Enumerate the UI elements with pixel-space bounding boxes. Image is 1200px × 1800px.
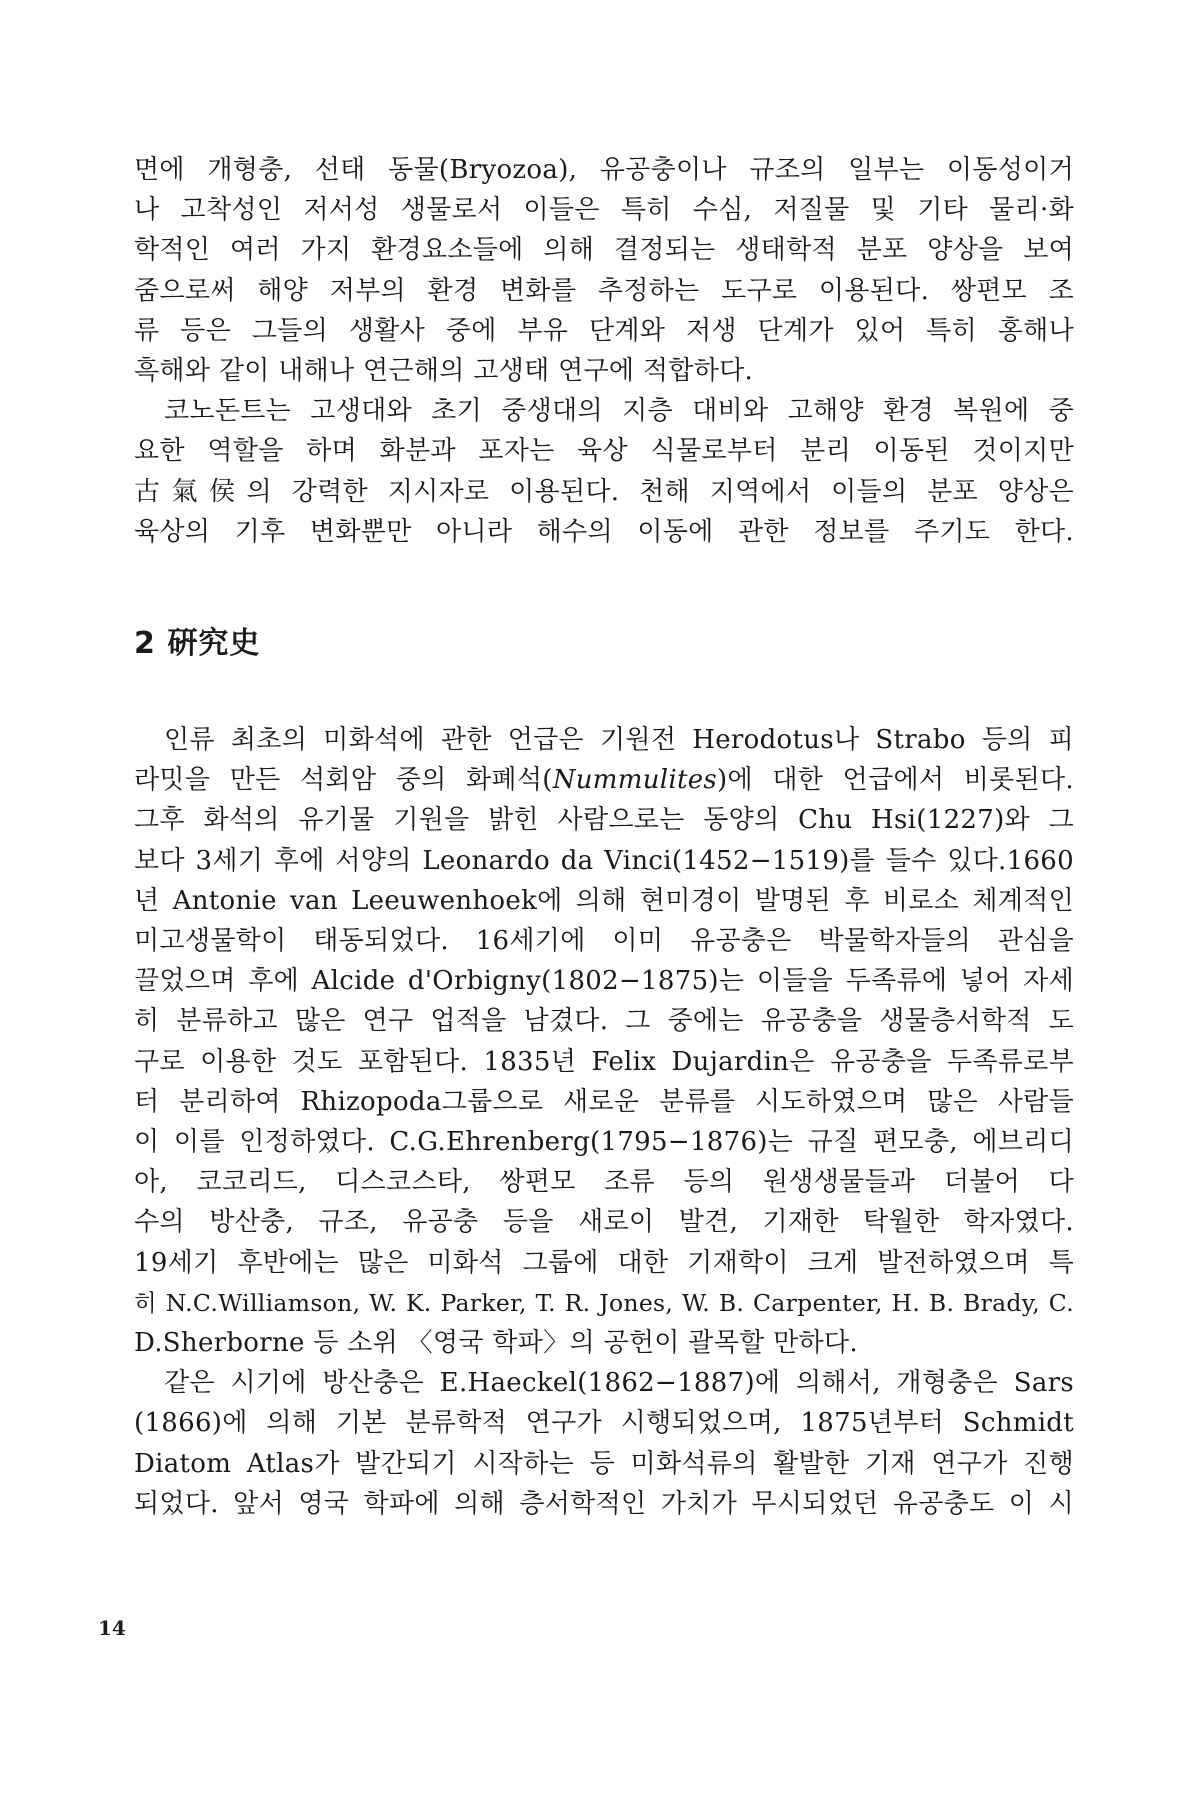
text-line: (1866)에 의해 기본 분류학적 연구가 시행되었으며, 1875년부터 Schmidt: [134, 1408, 1074, 1439]
text-line: 코노돈트는 고생대와 초기 중생대의 지층 대비와 고해양 환경 복원에 중: [164, 396, 1074, 427]
text-line: 아, 코코리드, 디스코스타, 쌍편모 조류 등의 원생생물들과 더불어 다: [134, 1167, 1074, 1198]
text-line: Diatom Atlas가 발간되기 시작하는 등 미화석류의 활발한 기재 연구가 진행: [134, 1448, 1074, 1479]
history-paragraph-1: [134, 720, 1074, 1363]
text-line: 구로 이용한 것도 포함된다. 1835년 Felix Dujardin은 유공충을 두족류로부: [134, 1046, 1074, 1077]
text-line: 古氣侯의 강력한 지시자로 이용된다. 천해 지역에서 이들의 분포 양상은: [134, 476, 1074, 507]
text-line: 그후 화석의 유기물 기원을 밝힌 사람으로는 동양의 Chu Hsi(1227)와 그: [134, 805, 1074, 836]
text-line: 면에 개형충, 선태 동물(Bryozoa), 유공충이나 규조의 일부는 이동성이거: [134, 155, 1074, 185]
text-line: 나 고착성인 저서성 생물로서 이들은 특히 수심, 저질물 및 기타 물리·화: [134, 195, 1074, 226]
intro-paragraph-2: [134, 391, 1074, 552]
text-line: D.Sherborne 등 소위 〈영국 학파〉의 공헌이 괄목할 만하다.: [134, 1328, 858, 1359]
text-line: 년 Antonie van Leeuwenhoek에 의해 현미경이 발명된 후 비로소 체계적인: [134, 885, 1074, 916]
text-line: 육상의 기후 변화뿐만 아니라 해수의 이동에 관한 정보를 주기도 한다.: [134, 516, 1074, 547]
text-line: 줌으로써 해양 저부의 환경 변화를 추정하는 도구로 이용된다. 쌍편모 조: [134, 275, 1074, 306]
text-line: 19세기 후반에는 많은 미화석 그룹에 대한 기재학이 크게 발전하였으며 특: [134, 1247, 1074, 1278]
text-line: 라밋을 만든 석회암 중의 화폐석(Nummulites)에 대한 언급에서 비롯된다.: [134, 765, 1074, 796]
text-line: 요한 역할을 하며 화분과 포자는 육상 식물로부터 분리 이동된 것이지만: [134, 436, 1074, 467]
text-line: 같은 시기에 방산충은 E.Haeckel(1862−1887)에 의해서, 개형충은 Sars: [164, 1368, 1074, 1399]
text-line: 이 이를 인정하였다. C.G.Ehrenberg(1795−1876)는 규질 편모충, 에브리디: [134, 1127, 1074, 1158]
text-line: 인류 최초의 미화석에 관한 언급은 기원전 Herodotus나 Strabo 등의 피: [164, 725, 1074, 755]
text-line: 수의 방산충, 규조, 유공충 등을 새로이 발견, 기재한 탁월한 학자였다.: [134, 1207, 1074, 1238]
text-line: 미고생물학이 태동되었다. 16세기에 이미 유공충은 박물학자들의 관심을: [134, 926, 1074, 957]
text-line: 학적인 여러 가지 환경요소들에 의해 결정되는 생태학적 분포 양상을 보여: [134, 235, 1074, 266]
intro-text-block: [134, 150, 1074, 552]
text-line: 보다 3세기 후에 서양의 Leonardo da Vinci(1452−1519)를 들수 있다.1660: [134, 845, 1074, 876]
text-line: 히 N.C.Williamson, W. K. Parker, T. R. Jones, W. B. Carpenter, H. B. Brady, C.: [134, 1288, 1074, 1317]
text-line: 터 분리하여 Rhizopoda그룹으로 새로운 분류를 시도하였으며 많은 사람들: [134, 1086, 1074, 1117]
text-line: 류 등은 그들의 생활사 중에 부유 단계와 저생 단계가 있어 특히 홍해나: [134, 315, 1074, 346]
text-line: 흑해와 같이 내해나 연근해의 고생태 연구에 적합하다.: [134, 356, 754, 387]
text-line: 끌었으며 후에 Alcide d'Orbigny(1802−1875)는 이들을 두족류에 넣어 자세: [134, 966, 1074, 997]
page-number: 14: [98, 1616, 126, 1640]
history-paragraph-2: [134, 1363, 1074, 1524]
section-heading: 2 硏究史: [134, 626, 261, 661]
history-text-block: [134, 720, 1074, 1524]
text-line: 히 분류하고 많은 연구 업적을 남겼다. 그 중에는 유공충을 생물층서학적 도: [134, 1006, 1074, 1037]
text-line: 되었다. 앞서 영국 학파에 의해 층서학적인 가치가 무시되었던 유공충도 이 시: [134, 1488, 1074, 1519]
intro-paragraph-1: [134, 150, 1074, 391]
